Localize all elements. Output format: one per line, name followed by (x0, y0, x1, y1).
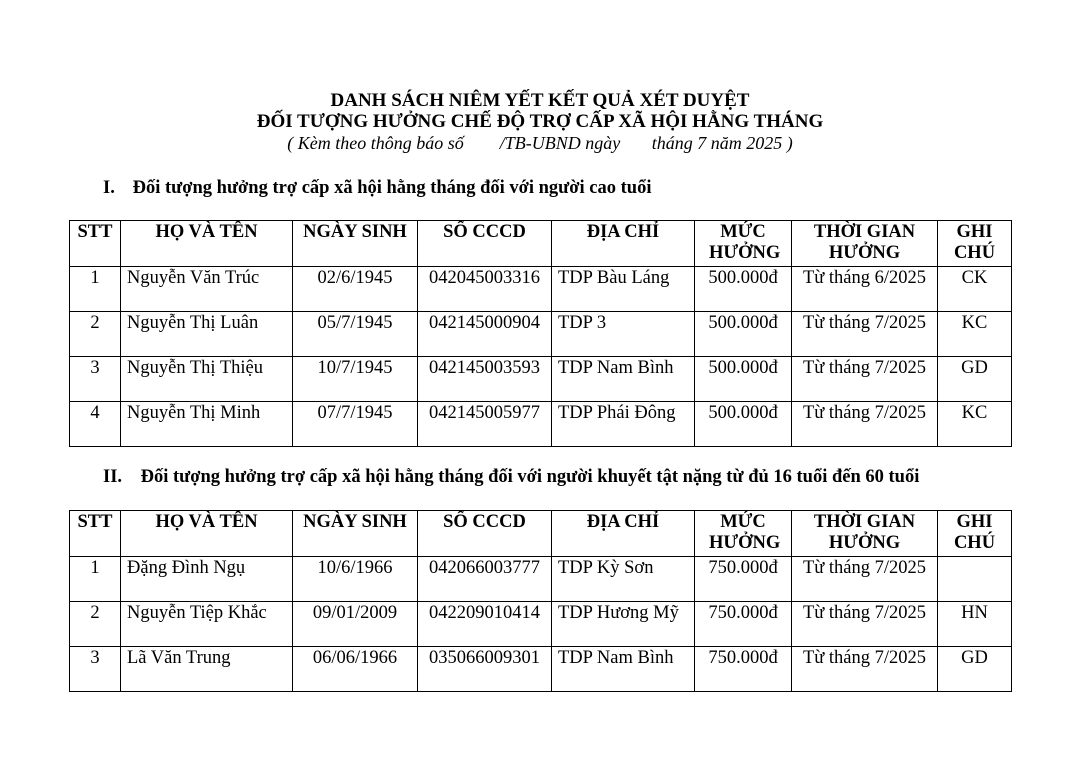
cell-period: Từ tháng 7/2025 (792, 312, 938, 357)
cell-amount: 500.000đ (695, 312, 792, 357)
cell-cccd: 042145003593 (418, 357, 552, 402)
table-disabled (69, 510, 1012, 692)
cell-name: Lã Văn Trung (121, 647, 293, 692)
cell-stt: 2 (70, 312, 121, 357)
table-header-row (70, 511, 1012, 557)
cell-amount: 500.000đ (695, 357, 792, 402)
section-1-title: Đối tượng hưởng trợ cấp xã hội hằng tháng đối với người cao tuổi (132, 178, 652, 198)
col-header-stt: STT (70, 511, 121, 557)
col-header-dob: NGÀY SINH (293, 511, 418, 557)
cell-stt: 1 (70, 267, 121, 312)
cell-dob: 02/6/1945 (293, 267, 418, 312)
cell-note: GD (938, 357, 1012, 402)
cell-cccd: 042045003316 (418, 267, 552, 312)
table-elderly (69, 220, 1012, 447)
cell-dob: 06/06/1966 (293, 647, 418, 692)
cell-dob: 07/7/1945 (293, 402, 418, 447)
cell-amount: 500.000đ (695, 402, 792, 447)
table-row (70, 557, 1012, 602)
cell-stt: 1 (70, 557, 121, 602)
cell-cccd: 035066009301 (418, 647, 552, 692)
col-header-period: THỜI GIAN HƯỞNG (792, 511, 938, 557)
cell-period: Từ tháng 7/2025 (792, 357, 938, 402)
cell-address: TDP Kỳ Sơn (552, 557, 695, 602)
cell-note: CK (938, 267, 1012, 312)
cell-dob: 10/6/1966 (293, 557, 418, 602)
cell-stt: 3 (70, 647, 121, 692)
title-line-1: DANH SÁCH NIÊM YẾT KẾT QUẢ XÉT DUYỆT (330, 90, 750, 111)
cell-stt: 2 (70, 602, 121, 647)
cell-note: KC (938, 312, 1012, 357)
cell-address: TDP Phái Đông (552, 402, 695, 447)
col-header-address: ĐỊA CHỈ (552, 221, 695, 267)
col-header-note: GHI CHÚ (938, 221, 1012, 267)
cell-period: Từ tháng 6/2025 (792, 267, 938, 312)
cell-address: TDP Bàu Láng (552, 267, 695, 312)
table-row (70, 402, 1012, 447)
col-header-name: HỌ VÀ TÊN (121, 511, 293, 557)
cell-period: Từ tháng 7/2025 (792, 602, 938, 647)
section-1-heading (103, 178, 651, 199)
cell-name: Nguyễn Thị Luân (121, 312, 293, 357)
col-header-stt: STT (70, 221, 121, 267)
cell-period: Từ tháng 7/2025 (792, 402, 938, 447)
cell-name: Nguyễn Thị Minh (121, 402, 293, 447)
cell-name: Đặng Đình Ngụ (121, 557, 293, 602)
cell-note: GD (938, 647, 1012, 692)
cell-stt: 3 (70, 357, 121, 402)
section-1-number: I. (103, 178, 115, 198)
col-header-amount: MỨC HƯỞNG (695, 221, 792, 267)
table-row (70, 312, 1012, 357)
table-header-row (70, 221, 1012, 267)
cell-cccd: 042209010414 (418, 602, 552, 647)
cell-address: TDP 3 (552, 312, 695, 357)
title-line-2: ĐỐI TƯỢNG HƯỞNG CHẾ ĐỘ TRỢ CẤP XÃ HỘI HẰNG THÁNG (256, 111, 824, 132)
col-header-dob: NGÀY SINH (293, 221, 418, 267)
col-header-note: GHI CHÚ (938, 511, 1012, 557)
cell-address: TDP Nam Bình (552, 647, 695, 692)
cell-amount: 750.000đ (695, 647, 792, 692)
cell-period: Từ tháng 7/2025 (792, 647, 938, 692)
cell-address: TDP Nam Bình (552, 357, 695, 402)
cell-name: Nguyễn Thị Thiệu (121, 357, 293, 402)
cell-stt: 4 (70, 402, 121, 447)
cell-cccd: 042145005977 (418, 402, 552, 447)
col-header-cccd: SỐ CCCD (418, 221, 552, 267)
col-header-amount: MỨC HƯỞNG (695, 511, 792, 557)
table-row (70, 602, 1012, 647)
cell-period: Từ tháng 7/2025 (792, 557, 938, 602)
cell-note (938, 557, 1012, 602)
col-header-cccd: SỐ CCCD (418, 511, 552, 557)
col-header-period: THỜI GIAN HƯỞNG (792, 221, 938, 267)
table-row (70, 267, 1012, 312)
cell-cccd: 042066003777 (418, 557, 552, 602)
section-2-number: II. (103, 467, 123, 487)
section-2-heading (103, 467, 919, 488)
col-header-name: HỌ VÀ TÊN (121, 221, 293, 267)
cell-dob: 05/7/1945 (293, 312, 418, 357)
cell-amount: 750.000đ (695, 602, 792, 647)
document-header (0, 90, 1080, 154)
cell-name: Nguyễn Tiệp Khắc (121, 602, 293, 647)
cell-amount: 750.000đ (695, 557, 792, 602)
cell-note: KC (938, 402, 1012, 447)
cell-dob: 09/01/2009 (293, 602, 418, 647)
cell-note: HN (938, 602, 1012, 647)
table-row (70, 357, 1012, 402)
cell-address: TDP Hương Mỹ (552, 602, 695, 647)
subtitle-reference: ( Kèm theo thông báo số /TB-UBND ngày tháng 7 năm 2025 ) (287, 133, 793, 153)
cell-name: Nguyễn Văn Trúc (121, 267, 293, 312)
cell-dob: 10/7/1945 (293, 357, 418, 402)
table-row (70, 647, 1012, 692)
cell-amount: 500.000đ (695, 267, 792, 312)
section-2-title: Đối tượng hưởng trợ cấp xã hội hằng tháng đối với người khuyết tật nặng từ đủ 16 tuổi đến 60 tuổi (140, 467, 920, 487)
col-header-address: ĐỊA CHỈ (552, 511, 695, 557)
cell-cccd: 042145000904 (418, 312, 552, 357)
